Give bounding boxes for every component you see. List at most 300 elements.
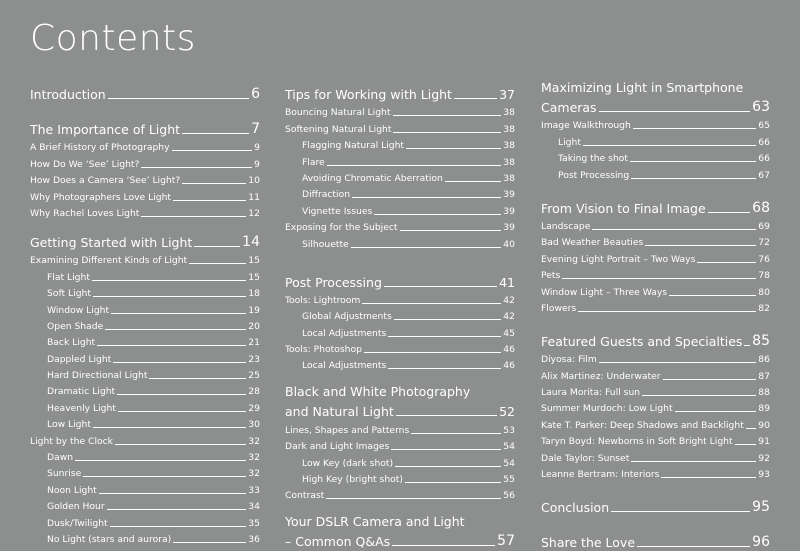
page-number: 86 [758, 354, 770, 366]
page-number: 32 [248, 452, 260, 464]
page-number: 45 [503, 327, 515, 339]
page-title: Contents [30, 18, 196, 59]
toc-entry[interactable] [541, 265, 770, 281]
page-number: 41 [499, 274, 515, 290]
toc-entry[interactable] [541, 414, 770, 430]
toc-subentry[interactable] [285, 168, 515, 184]
section-gap [30, 219, 260, 228]
leader-line [105, 329, 246, 330]
entry-title: Summer Murdoch: Low Light [541, 403, 673, 415]
toc-subentry[interactable] [285, 233, 515, 249]
section-gap [541, 314, 770, 327]
leader-line [406, 148, 501, 149]
entry-title: Back Light [47, 337, 96, 349]
toc-subentry[interactable] [30, 529, 260, 545]
page-number: 87 [758, 370, 770, 382]
entry-title: Light by the Clock [30, 435, 113, 447]
page-number: 39 [503, 189, 515, 201]
toc-subentry[interactable] [30, 365, 260, 381]
entry-title: Kate T. Parker: Deep Shadows and Backlight [541, 419, 744, 431]
leader-line [393, 115, 502, 116]
leader-line [97, 345, 246, 346]
entry-title: Tools: Lightroom [285, 294, 361, 306]
section-heading-line-1: Black and White Photography [285, 384, 471, 400]
leader-line [93, 427, 246, 428]
page-number: 36 [248, 533, 260, 545]
toc-subentry[interactable] [285, 322, 515, 338]
leader-line [194, 246, 240, 247]
entry-title: Global Adjustments [302, 311, 392, 323]
section-heading[interactable] [30, 115, 260, 137]
page-number: 37 [499, 87, 515, 102]
page-number: 38 [503, 156, 515, 168]
section-heading[interactable] [541, 493, 770, 515]
page-number: 42 [503, 294, 515, 306]
leader-line [744, 345, 750, 346]
leader-line [388, 368, 501, 369]
entry-title: Heavenly Light [47, 402, 116, 414]
leader-line [637, 546, 750, 547]
page-number: 63 [752, 99, 770, 115]
entry-title: Dale Taylor: Sunset [541, 452, 630, 464]
leader-line [107, 509, 247, 510]
entry-title: and Natural Light [285, 404, 394, 420]
entry-title: Post Processing [285, 274, 382, 290]
leader-line [115, 444, 246, 445]
leader-line [578, 311, 756, 312]
leader-line [141, 167, 252, 168]
page-number: 93 [758, 469, 770, 481]
leader-line [93, 296, 246, 297]
page-number: 40 [503, 238, 515, 250]
leader-line [663, 379, 757, 380]
entry-title: Why Rachel Loves Light [30, 207, 140, 219]
leader-line [182, 183, 246, 184]
entry-title: Contrast [285, 490, 325, 502]
page-number: 20 [248, 320, 260, 332]
entry-title: Diffraction [302, 189, 351, 201]
leader-line [118, 411, 246, 412]
toc-subentry[interactable] [285, 135, 515, 151]
entry-title: Bad Weather Beauties [541, 237, 644, 249]
toc-subentry[interactable] [30, 512, 260, 528]
entry-title: No Light (stars and aurora) [47, 533, 172, 545]
toc-column-1 [30, 80, 260, 545]
toc-entry[interactable] [541, 382, 770, 398]
entry-title: Flare [302, 156, 325, 168]
toc-entry[interactable] [285, 118, 515, 134]
toc-subentry[interactable] [30, 496, 260, 512]
leader-line [631, 461, 756, 462]
toc-entry[interactable] [541, 281, 770, 297]
toc-entry[interactable] [541, 431, 770, 447]
toc-entry[interactable] [541, 298, 770, 314]
page-number: 33 [248, 484, 260, 496]
page-number: 38 [503, 172, 515, 184]
section-gap [541, 480, 770, 493]
toc-entry[interactable] [30, 430, 260, 446]
toc-entry[interactable] [285, 436, 515, 452]
leader-line [611, 511, 750, 512]
leader-line [149, 378, 246, 379]
toc-subentry[interactable] [30, 266, 260, 282]
page-number: 11 [248, 191, 260, 203]
page-number: 14 [242, 233, 260, 250]
toc-subentry[interactable] [30, 332, 260, 348]
page-number: 46 [503, 344, 515, 356]
section-gap [541, 515, 770, 528]
leader-line [374, 214, 501, 215]
entry-title: Soft Light [47, 288, 91, 300]
entry-title: Open Shade [47, 320, 104, 332]
page-number: 52 [499, 404, 515, 420]
page-number: 54 [503, 441, 515, 453]
entry-title: Introduction [30, 87, 106, 102]
entry-title: Leanne Bertram: Interiors [541, 469, 660, 481]
page-number: 88 [758, 387, 770, 399]
toc-entry[interactable] [30, 186, 260, 202]
page-number: 39 [503, 222, 515, 234]
toc-subentry[interactable] [541, 164, 770, 180]
page-number: 12 [248, 207, 260, 219]
page-number: 25 [248, 370, 260, 382]
entry-title: Golden Hour [47, 501, 105, 513]
toc-entry[interactable] [541, 115, 770, 131]
entry-title: Flat Light [47, 271, 90, 283]
entry-title: Hard Directional Light [47, 370, 148, 382]
page-number: 21 [248, 337, 260, 349]
section-heading[interactable] [541, 327, 770, 349]
leader-line [445, 181, 501, 182]
entry-title: Taking the shot [558, 153, 628, 165]
page-number: 42 [503, 311, 515, 323]
toc-subentry[interactable] [30, 414, 260, 430]
page-number: 95 [752, 499, 770, 516]
leader-line [708, 212, 750, 213]
entry-title: Why Photographers Love Light [30, 191, 172, 203]
leader-line [400, 230, 502, 231]
page-number: 90 [758, 419, 770, 431]
leader-line [83, 476, 246, 477]
page-number: 76 [758, 253, 770, 265]
page-number: 67 [758, 169, 770, 181]
entry-title: Tips for Working with Light [285, 87, 452, 102]
entry-title: Dawn [47, 452, 74, 464]
entry-title: Pets [541, 270, 561, 282]
leader-line [393, 132, 501, 133]
page-number: 55 [503, 474, 515, 486]
page-number: 32 [248, 468, 260, 480]
leader-line [642, 395, 756, 396]
page-number: 89 [758, 403, 770, 415]
leader-line [562, 278, 756, 279]
entry-title: Conclusion [541, 500, 610, 516]
toc-entry[interactable] [541, 447, 770, 463]
leader-line [173, 542, 246, 543]
toc-subentry[interactable] [285, 452, 515, 468]
leader-line [592, 229, 756, 230]
leader-line [630, 161, 756, 162]
toc-entry[interactable] [285, 419, 515, 435]
section-heading-line-2[interactable] [285, 401, 515, 419]
toc-subentry[interactable] [30, 397, 260, 413]
page-number: 53 [503, 424, 515, 436]
leader-line [362, 303, 501, 304]
entry-title: Window Light – Three Ways [541, 286, 668, 298]
page-number: 29 [248, 402, 260, 414]
toc-subentry[interactable] [30, 463, 260, 479]
leader-line [351, 247, 502, 248]
page-number: 57 [497, 533, 515, 550]
leader-line [395, 466, 501, 467]
page-number: 91 [758, 436, 770, 448]
entry-title: Taryn Boyd: Newborns in Soft Bright Light [541, 436, 733, 448]
toc-subentry[interactable] [30, 479, 260, 495]
leader-line [388, 336, 501, 337]
leader-line [583, 145, 756, 146]
leader-line [113, 362, 246, 363]
toc-entry[interactable] [541, 216, 770, 232]
leader-line [99, 493, 247, 494]
toc-subentry[interactable] [285, 469, 515, 485]
section-heading-line-2[interactable] [541, 97, 770, 115]
leader-line [411, 433, 501, 434]
entry-title: Vignette Issues [302, 205, 373, 217]
page-number: 38 [503, 107, 515, 119]
leader-line [326, 498, 501, 499]
page-number: 6 [251, 86, 260, 102]
page-number: 38 [503, 123, 515, 135]
page-number: 30 [248, 419, 260, 431]
toc-entry[interactable] [285, 485, 515, 501]
section-heading[interactable] [30, 80, 260, 102]
toc-entry[interactable] [285, 217, 515, 233]
entry-title: Lines, Shapes and Patterns [285, 424, 410, 436]
page-number: 65 [758, 120, 770, 132]
page-number: 9 [254, 158, 260, 170]
toc-column-3 [541, 80, 770, 550]
toc-entry[interactable] [541, 464, 770, 480]
toc-entry[interactable] [541, 349, 770, 365]
toc-entry[interactable] [30, 250, 260, 266]
leader-line [405, 482, 501, 483]
page-number: 19 [248, 304, 260, 316]
page-number: 69 [758, 220, 770, 232]
toc-subentry[interactable] [30, 299, 260, 315]
page-number: 35 [248, 517, 260, 529]
entry-title: Local Adjustments [302, 327, 387, 339]
toc-entry[interactable] [541, 232, 770, 248]
leader-line [454, 98, 497, 99]
section-gap [541, 181, 770, 194]
leader-line [599, 362, 757, 363]
entry-title: Softening Natural Light [285, 123, 392, 135]
entry-title: Getting Started with Light [30, 234, 193, 250]
page-number: 23 [248, 353, 260, 365]
entry-title: Dappled Light [47, 353, 112, 365]
page-number: 66 [758, 153, 770, 165]
entry-title: Landscape [541, 220, 591, 232]
leader-line [697, 262, 756, 263]
leader-line [735, 444, 757, 445]
section-heading[interactable] [285, 80, 515, 102]
entry-title: Flagging Natural Light [302, 140, 404, 152]
toc-column-2 [285, 80, 515, 549]
toc-subentry[interactable] [30, 381, 260, 397]
toc-entry[interactable] [30, 170, 260, 186]
leader-line [75, 460, 246, 461]
entry-title: A Brief History of Photography [30, 142, 170, 154]
entry-title: The Importance of Light [30, 122, 181, 137]
leader-line [394, 319, 502, 320]
entry-title: Light [558, 136, 581, 148]
entry-title: Bouncing Natural Light [285, 107, 391, 119]
leader-line [172, 150, 253, 151]
entry-title: From Vision to Final Image [541, 200, 706, 216]
entry-title: Low Light [47, 419, 91, 431]
page-number: 54 [503, 457, 515, 469]
section-gap [30, 102, 260, 115]
page-number: 96 [752, 534, 770, 551]
toc-entry[interactable] [30, 153, 260, 169]
leader-line [633, 128, 757, 129]
entry-title: Diyosa: Film [541, 354, 597, 366]
page-number: 85 [752, 332, 770, 349]
page-number: 28 [248, 386, 260, 398]
entry-title: – Common Q&As [285, 534, 391, 550]
entry-title: Local Adjustments [302, 360, 387, 372]
leader-line [396, 415, 497, 416]
entry-title: Sunrise [47, 468, 82, 480]
entry-title: Low Key (dark shot) [302, 457, 394, 469]
entry-title: Post Processing [558, 169, 630, 181]
toc-entry[interactable] [541, 248, 770, 264]
page-number: 72 [758, 237, 770, 249]
page-number: 68 [752, 199, 770, 216]
section-heading-two-line[interactable] [541, 80, 770, 115]
entry-title: Window Light [47, 304, 110, 316]
toc-entry[interactable] [285, 102, 515, 118]
entry-title: Flowers [541, 302, 577, 314]
entry-title: Avoiding Chromatic Aberration [302, 172, 443, 184]
page-number: 46 [503, 360, 515, 372]
page-number: 15 [248, 255, 260, 267]
toc-subentry[interactable] [285, 200, 515, 216]
section-gap [285, 501, 515, 514]
toc-subentry[interactable] [30, 283, 260, 299]
section-heading[interactable] [541, 528, 770, 550]
leader-line [384, 286, 497, 287]
section-heading-line-1: Your DSLR Camera and Light [285, 514, 465, 530]
entry-title: Dark and Light Images [285, 441, 390, 453]
entry-title: Noon Light [47, 484, 97, 496]
leader-line [746, 428, 756, 429]
leader-line [599, 111, 751, 112]
entry-title: Image Walkthrough [541, 120, 631, 132]
leader-line [110, 526, 247, 527]
toc-subentry[interactable] [30, 447, 260, 463]
section-heading[interactable] [541, 194, 770, 216]
entry-title: Evening Light Portrait – Two Ways [541, 253, 696, 265]
page-number: 10 [248, 175, 260, 187]
toc-entry[interactable] [30, 137, 260, 153]
section-heading[interactable] [30, 228, 260, 250]
leader-line [391, 449, 501, 450]
leader-line [108, 98, 249, 99]
leader-line [669, 295, 756, 296]
page-number: 39 [503, 205, 515, 217]
leader-line [392, 545, 495, 546]
page-number: 78 [758, 270, 770, 282]
toc-subentry[interactable] [30, 348, 260, 364]
toc-entry[interactable] [30, 203, 260, 219]
entry-title: Share the Love [541, 535, 636, 551]
leader-line [327, 165, 502, 166]
entry-title: Dusk/Twilight [47, 517, 108, 529]
section-heading-line-1: Maximizing Light in Smartphone [541, 80, 744, 95]
page-number: 56 [503, 490, 515, 502]
toc-subentry[interactable] [541, 131, 770, 147]
entry-title: High Key (bright shot) [302, 474, 403, 486]
page-number: 80 [758, 286, 770, 298]
entry-title: Cameras [541, 100, 597, 115]
leader-line [645, 245, 756, 246]
section-heading[interactable] [285, 268, 515, 290]
section-gap [285, 371, 515, 384]
page-number: 18 [248, 288, 260, 300]
page-number: 15 [248, 271, 260, 283]
toc-subentry[interactable] [285, 151, 515, 167]
leader-line [675, 411, 757, 412]
toc-subentry[interactable] [285, 355, 515, 371]
entry-title: Dramatic Light [47, 386, 116, 398]
section-heading-two-line[interactable] [285, 514, 515, 549]
entry-title: Alix Martinez: Underwater [541, 370, 661, 382]
toc-entry[interactable] [541, 398, 770, 414]
entry-title: How Does a Camera ‘See’ Light? [30, 175, 181, 187]
toc-subentry[interactable] [541, 148, 770, 164]
toc-entry[interactable] [541, 365, 770, 381]
leader-line [111, 313, 246, 314]
leader-line [189, 263, 246, 264]
leader-line [141, 216, 246, 217]
entry-title: Tools: Photoshop [285, 344, 362, 356]
entry-title: Exposing for the Subject [285, 222, 398, 234]
section-gap [285, 250, 515, 268]
entry-title: Featured Guests and Specialties [541, 333, 743, 349]
leader-line [631, 178, 756, 179]
toc-subentry[interactable] [30, 316, 260, 332]
section-heading-line-2[interactable] [285, 531, 515, 549]
page-number: 92 [758, 452, 770, 464]
page-number: 9 [254, 142, 260, 154]
leader-line [364, 352, 501, 353]
toc-subentry[interactable] [285, 184, 515, 200]
entry-title: Laura Morita: Full sun [541, 387, 641, 399]
entry-title: Examining Different Kinds of Light [30, 255, 188, 267]
leader-line [352, 197, 501, 198]
leader-line [92, 280, 246, 281]
toc-entry[interactable] [285, 290, 515, 306]
page-number: 32 [248, 435, 260, 447]
toc-subentry[interactable] [285, 306, 515, 322]
entry-title: How Do We ‘See’ Light? [30, 158, 140, 170]
section-heading-two-line[interactable] [285, 384, 515, 419]
page-number: 34 [248, 501, 260, 513]
toc-entry[interactable] [285, 339, 515, 355]
leader-line [173, 200, 246, 201]
leader-line [182, 133, 249, 134]
